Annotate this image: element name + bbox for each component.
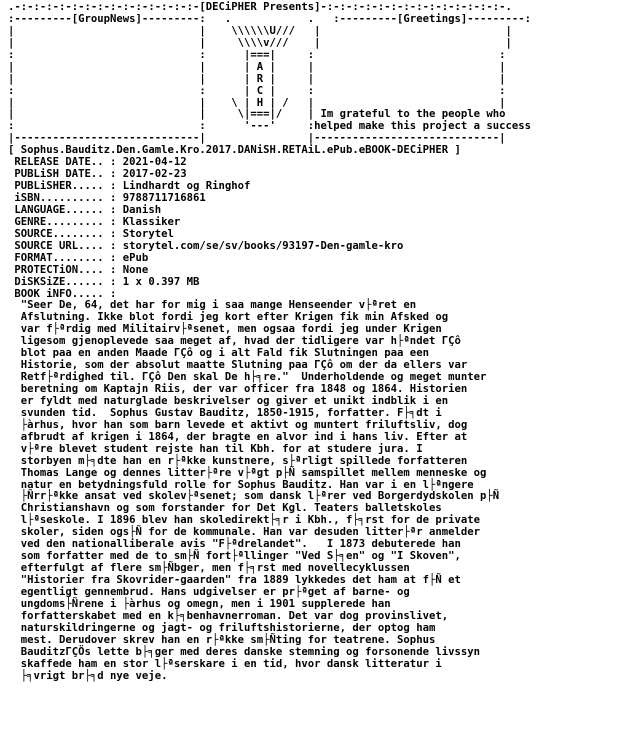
nfo-line: naturskildringerne og jagt- og friluftshistorierne, der optog ham: [8, 621, 436, 634]
nfo-line: Thomas Lange og dennes litter├ªre v├ªgt p├Ñ samspillet mellem menneske og: [8, 466, 487, 479]
nfo-line: ungdoms├Ñrene i ├àrhus og omegn, men i 1901 supplerede han: [8, 597, 391, 610]
nfo-line: GENRE......... : Klassiker: [8, 215, 181, 228]
nfo-line: | | | R | | |: [8, 72, 506, 85]
nfo-line: afbrudt af krigen i 1864, der bragte en alvor ind i hans liv. Efter at: [8, 430, 468, 443]
nfo-line: PROTECTiON.... : None: [8, 263, 149, 276]
nfo-line: l├ªseskole. I 1896 blev han skoledirekt├╕r i Kbh., f├╕rst for de private: [8, 514, 480, 527]
nfo-line: er fyldt med naturglade beskrivelser og giver et unikt indblik i en: [8, 394, 449, 407]
nfo-line: forfatterskabet med en k├╕benhavnerroman. Det var dog provinslivet,: [8, 609, 449, 622]
nfo-line: SOURCE URL.... : storytel.com/se/sv/books/93197-Den-gamle-kro: [8, 239, 404, 252]
nfo-line: v├ªre blevet student rejste han til Kbh. for at studere jura. I: [8, 442, 423, 455]
nfo-line: "Historier fra Skovrider-gaarden" fra 1889 lykkedes det ham at f├Ñ et: [8, 574, 461, 586]
nfo-line: ├Ñrr├ªkke ansat ved skolev├ªsenet; som dansk l├ªrer ved Borgerdydskolen p├Ñ: [8, 490, 500, 503]
nfo-line: FORMAT........ : ePub: [8, 251, 149, 264]
nfo-line: | | \|===|/ | Im grateful to the people who: [8, 108, 506, 121]
nfo-line: egentligt gennembrud. Hans udgivelser er pr├ªget af barne- og: [8, 585, 410, 598]
nfo-line: : : | C | : :: [8, 84, 506, 97]
nfo-line: Afslutning. Ikke blot fordi jeg kort efter Krigen fik min Afsked og: [8, 311, 449, 324]
nfo-line: skoler, siden ogs├Ñ for de kommunale. Han var desuden litter├ªr anmelder: [8, 526, 480, 539]
nfo-line: [ Sophus.Bauditz.Den.Gamle.Kro.2017.DANiSH.RETAiL.ePub.eBOOK-DECiPHER ]: [8, 144, 461, 157]
nfo-line: "Seer De, 64, det har for mig i saa mange Henseender v├ªret en: [8, 299, 417, 312]
nfo-line: storbyen m├╕dte han en r├ªkke kunstnere, s├ªrligt spillede forfatteren: [8, 454, 468, 467]
nfo-line: | | \\\\v/// | |: [8, 36, 512, 49]
nfo-line: iSBN.......... : 9788711716861: [8, 192, 206, 204]
nfo-line: : : '---' :helped make this project a success: [8, 120, 531, 133]
nfo-line: Retf├ªrdighed til. ΓÇô Den skal De h├╕re." Underholdende og meget munter: [8, 371, 487, 384]
nfo-line: |-----------------------------| |-----------------------------|: [8, 132, 506, 145]
nfo-line: natur en betydningsfuld rolle for Sophus Bauditz. Han var i en l├ªngere: [8, 478, 474, 491]
nfo-line: efterfulgt af flere sm├Ñbger, men f├╕rst med novellecyklussen: [8, 562, 410, 575]
nfo-line: PUBLiSHER..... : Lindhardt og Ringhof: [8, 180, 251, 193]
nfo-line: DiSKSiZE...... : 1 x 0.397 MB: [8, 275, 200, 288]
nfo-line: RELEASE DATE.. : 2021-04-12: [8, 156, 187, 169]
nfo-line: svunden tid. Sophus Gustav Bauditz, 1850-1915, forfatter. F├╕dt i: [8, 406, 442, 419]
nfo-line: beretning om Kaptajn Riis, der var officer fra 1848 og 1864. Historien: [8, 383, 468, 395]
nfo-line: mest. Derudover skrev han en r├ªkke sm├Ñting for teatrene. Sophus: [8, 633, 436, 646]
nfo-line: .-:-:-:-:-:-:-:-:-:-:-:-:-:-:-[DECiPHER Presents]-:-:-:-:-:-:-:-:-:-:-:-:-:-:-.: [8, 1, 512, 13]
nfo-line: ligesom gjenoplevede saa meget af, hvad der tidligere var h├ªndet ΓÇô: [8, 335, 461, 348]
nfo-line: :---------[GroupNews]---------: . . :---------[Greetings]---------:: [8, 12, 531, 25]
nfo-line: var f├ªrdig med Militairv├ªsenet, men ogsaa fordi jeg under Krigen: [8, 323, 442, 336]
nfo-line: ├╕vrigt br├╕d nye veje.: [8, 669, 168, 682]
nfo-line: | | \\\\\\U/// | |: [8, 24, 512, 37]
nfo-line: LANGUAGE...... : Danish: [8, 203, 162, 216]
nfo-line: BOOK iNFO..... :: [8, 287, 117, 300]
nfo-line: Christianshavn og som forstander for Det Kgl. Teaters balletskoles: [8, 502, 442, 515]
nfo-line: BauditzΓÇÖs lette b├╕ger med deres danske stemning og forsonende livssyn: [8, 645, 480, 658]
nfo-line: som forfatter med de to sm├Ñ fort├ªllinger "Ved S├╕en" og "I Skoven",: [8, 550, 461, 563]
nfo-line: ved den nationalliberale avis "F├ªdrelandet". I 1873 debuterede han: [8, 538, 461, 551]
nfo-line: PUBLiSH DATE.. : 2017-02-23: [8, 168, 187, 181]
nfo-line: blot paa en anden Maade ΓÇô og i alt Fald fik Slutningen paa een: [8, 347, 429, 360]
nfo-line: skaffede ham en stor l├ªserskare i en tid, hvor dansk litteratur i: [8, 657, 442, 670]
nfo-line: : : |===| : :: [8, 48, 506, 61]
nfo-line: ├àrhus, hvor han som barn levede et aktivt og muntert friluftsliv, dog: [8, 418, 468, 431]
nfo-line: Historie, som der absolut maatte Slutning paa ΓÇô om der da ellers var: [8, 359, 468, 372]
nfo-line: | | \ | H | / | |: [8, 96, 506, 109]
nfo-line: | | | A | | |: [8, 60, 506, 73]
nfo-line: SOURCE........ : Storytel: [8, 227, 174, 240]
